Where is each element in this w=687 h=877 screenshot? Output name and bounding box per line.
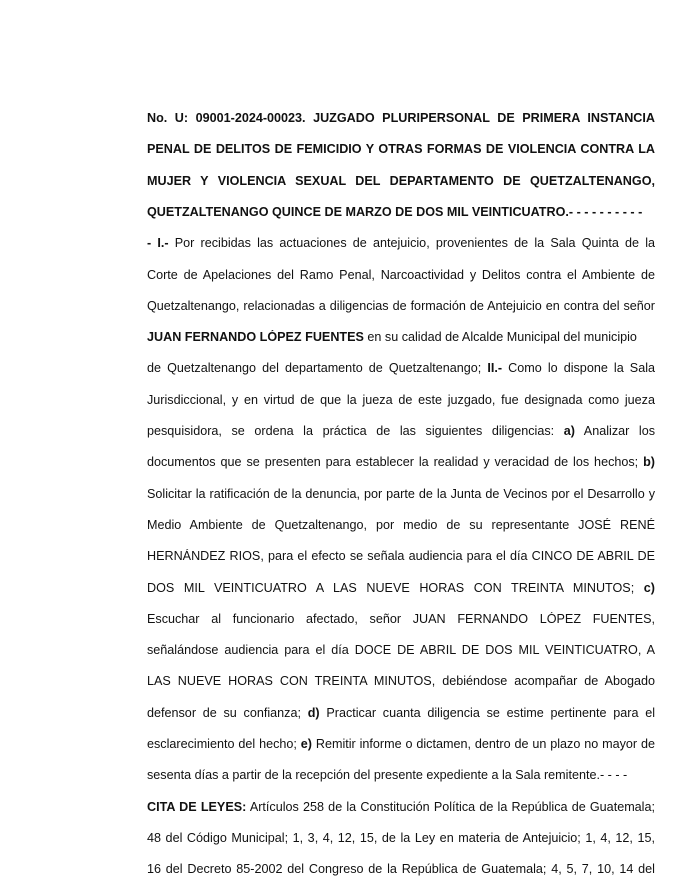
bold-text: PENAL DE DELITOS DE FEMICIDIO Y OTRAS FORMAS DE VIOLENCIA CONTRA LA (147, 142, 655, 157)
text-run: señalándose audiencia para el día DOCE DE ABRIL DE DOS MIL VEINTICUATRO, A (147, 643, 655, 658)
bold-text: JUAN FERNANDO LÓPEZ FUENTES (147, 330, 364, 345)
text-run: Como lo dispone la Sala (502, 361, 655, 376)
document-line (147, 393, 655, 408)
text-run: de Quetzaltenango del departamento de Quetzaltenango; (147, 361, 488, 376)
bold-text: - I.- (147, 236, 169, 251)
document-line (147, 142, 655, 157)
text-run: Quetzaltenango, relacionadas a diligencias de formación de Antejuicio en contra del señor (147, 298, 655, 313)
document-line (147, 299, 655, 314)
text-run: esclarecimiento del hecho; (147, 737, 301, 751)
text-run: Solicitar la ratificación de la denuncia, por parte de la Junta de Vecinos por el Desarrollo y (147, 486, 655, 501)
bold-text: QUETZALTENANGO QUINCE DE MARZO DE DOS MIL VEINTICUATRO.- - - - - - - - - - (147, 204, 643, 219)
document-line (147, 424, 655, 439)
text-run: pesquisidora, se ordena la práctica de las siguientes diligencias: (147, 424, 564, 438)
bold-text: a) (563, 424, 575, 438)
document-line (147, 518, 655, 533)
text-run: Escuchar al funcionario afectado, señor JUAN FERNANDO LÓPEZ FUENTES, (147, 611, 655, 626)
text-run: Remitir informe o dictamen, dentro de un plazo no mayor de (311, 737, 655, 751)
document-line (147, 768, 655, 783)
text-run: defensor de su confianza; (147, 705, 308, 720)
document-line (147, 455, 655, 470)
document-line (147, 674, 655, 689)
bold-text: e) (300, 737, 312, 751)
text-run: en su calidad de Alcalde Municipal del municipio (363, 330, 637, 345)
text-run: DOS MIL VEINTICUATRO A LAS NUEVE HORAS CON TREINTA MINUTOS; (147, 580, 644, 595)
document-line (147, 737, 655, 752)
document-line (147, 549, 655, 564)
document-line (147, 111, 655, 126)
document-line (147, 643, 655, 658)
document-line (147, 706, 655, 721)
bold-text: II.- (487, 361, 503, 376)
text-run: HERNÁNDEZ RIOS, para el efecto se señala audiencia para el día CINCO DE ABRIL DE (147, 549, 655, 564)
document-line (147, 330, 655, 345)
text-run: Por recibidas las actuaciones de antejuicio, provenientes de la Sala Quinta de la (168, 236, 655, 251)
text-run: Corte de Apelaciones del Ramo Penal, Narcoactividad y Delitos contra el Ambiente de (147, 267, 655, 282)
bold-text: b) (643, 455, 655, 470)
text-run: documentos que se presenten para establecer la realidad y veracidad de los hechos; (147, 455, 644, 470)
document-line (147, 174, 655, 189)
bold-text: No. U: 09001-2024-00023. JUZGADO PLURIPERSONAL DE PRIMERA INSTANCIA (147, 111, 655, 125)
text-run: Analizar los (574, 424, 655, 438)
text-run: LAS NUEVE HORAS CON TREINTA MINUTOS, debiéndose acompañar de Abogado (147, 674, 655, 689)
document-line (147, 581, 655, 596)
bold-text: MUJER Y VIOLENCIA SEXUAL DEL DEPARTAMENTO DE QUETZALTENANGO, (147, 173, 655, 188)
bold-text: c) (643, 580, 655, 595)
document-line (147, 268, 655, 283)
document-line (147, 205, 655, 220)
text-run: sesenta días a partir de la recepción del presente expediente a la Sala remitente.- - - - (147, 768, 628, 783)
text-run: Medio Ambiente de Quetzaltenango, por medio de su representante JOSÉ RENÉ (147, 517, 655, 532)
document-line (147, 361, 655, 376)
text-run: Artículos 258 de la Constitución Política de la República de Guatemala; (246, 799, 655, 814)
document-line (147, 236, 655, 251)
bold-text: CITA DE LEYES: (147, 799, 247, 814)
bold-text: d) (307, 705, 320, 720)
text-run: Jurisdiccional, y en virtud de que la jueza de este juzgado, fue designada como jueza (147, 392, 655, 407)
text-run: 16 del Decreto 85-2002 del Congreso de la República de Guatemala; 4, 5, 7, 10, 14 del (147, 862, 655, 877)
document-line (147, 831, 655, 846)
document-line (147, 612, 655, 627)
text-run: 48 del Código Municipal; 1, 3, 4, 12, 15, de la Ley en materia de Antejuicio; 1, 4, 12, 15, (147, 830, 655, 845)
document-line (147, 800, 655, 815)
text-run: Practicar cuanta diligencia se estime pertinente para el (319, 705, 655, 720)
document-line (147, 487, 655, 502)
document-line (147, 862, 655, 877)
